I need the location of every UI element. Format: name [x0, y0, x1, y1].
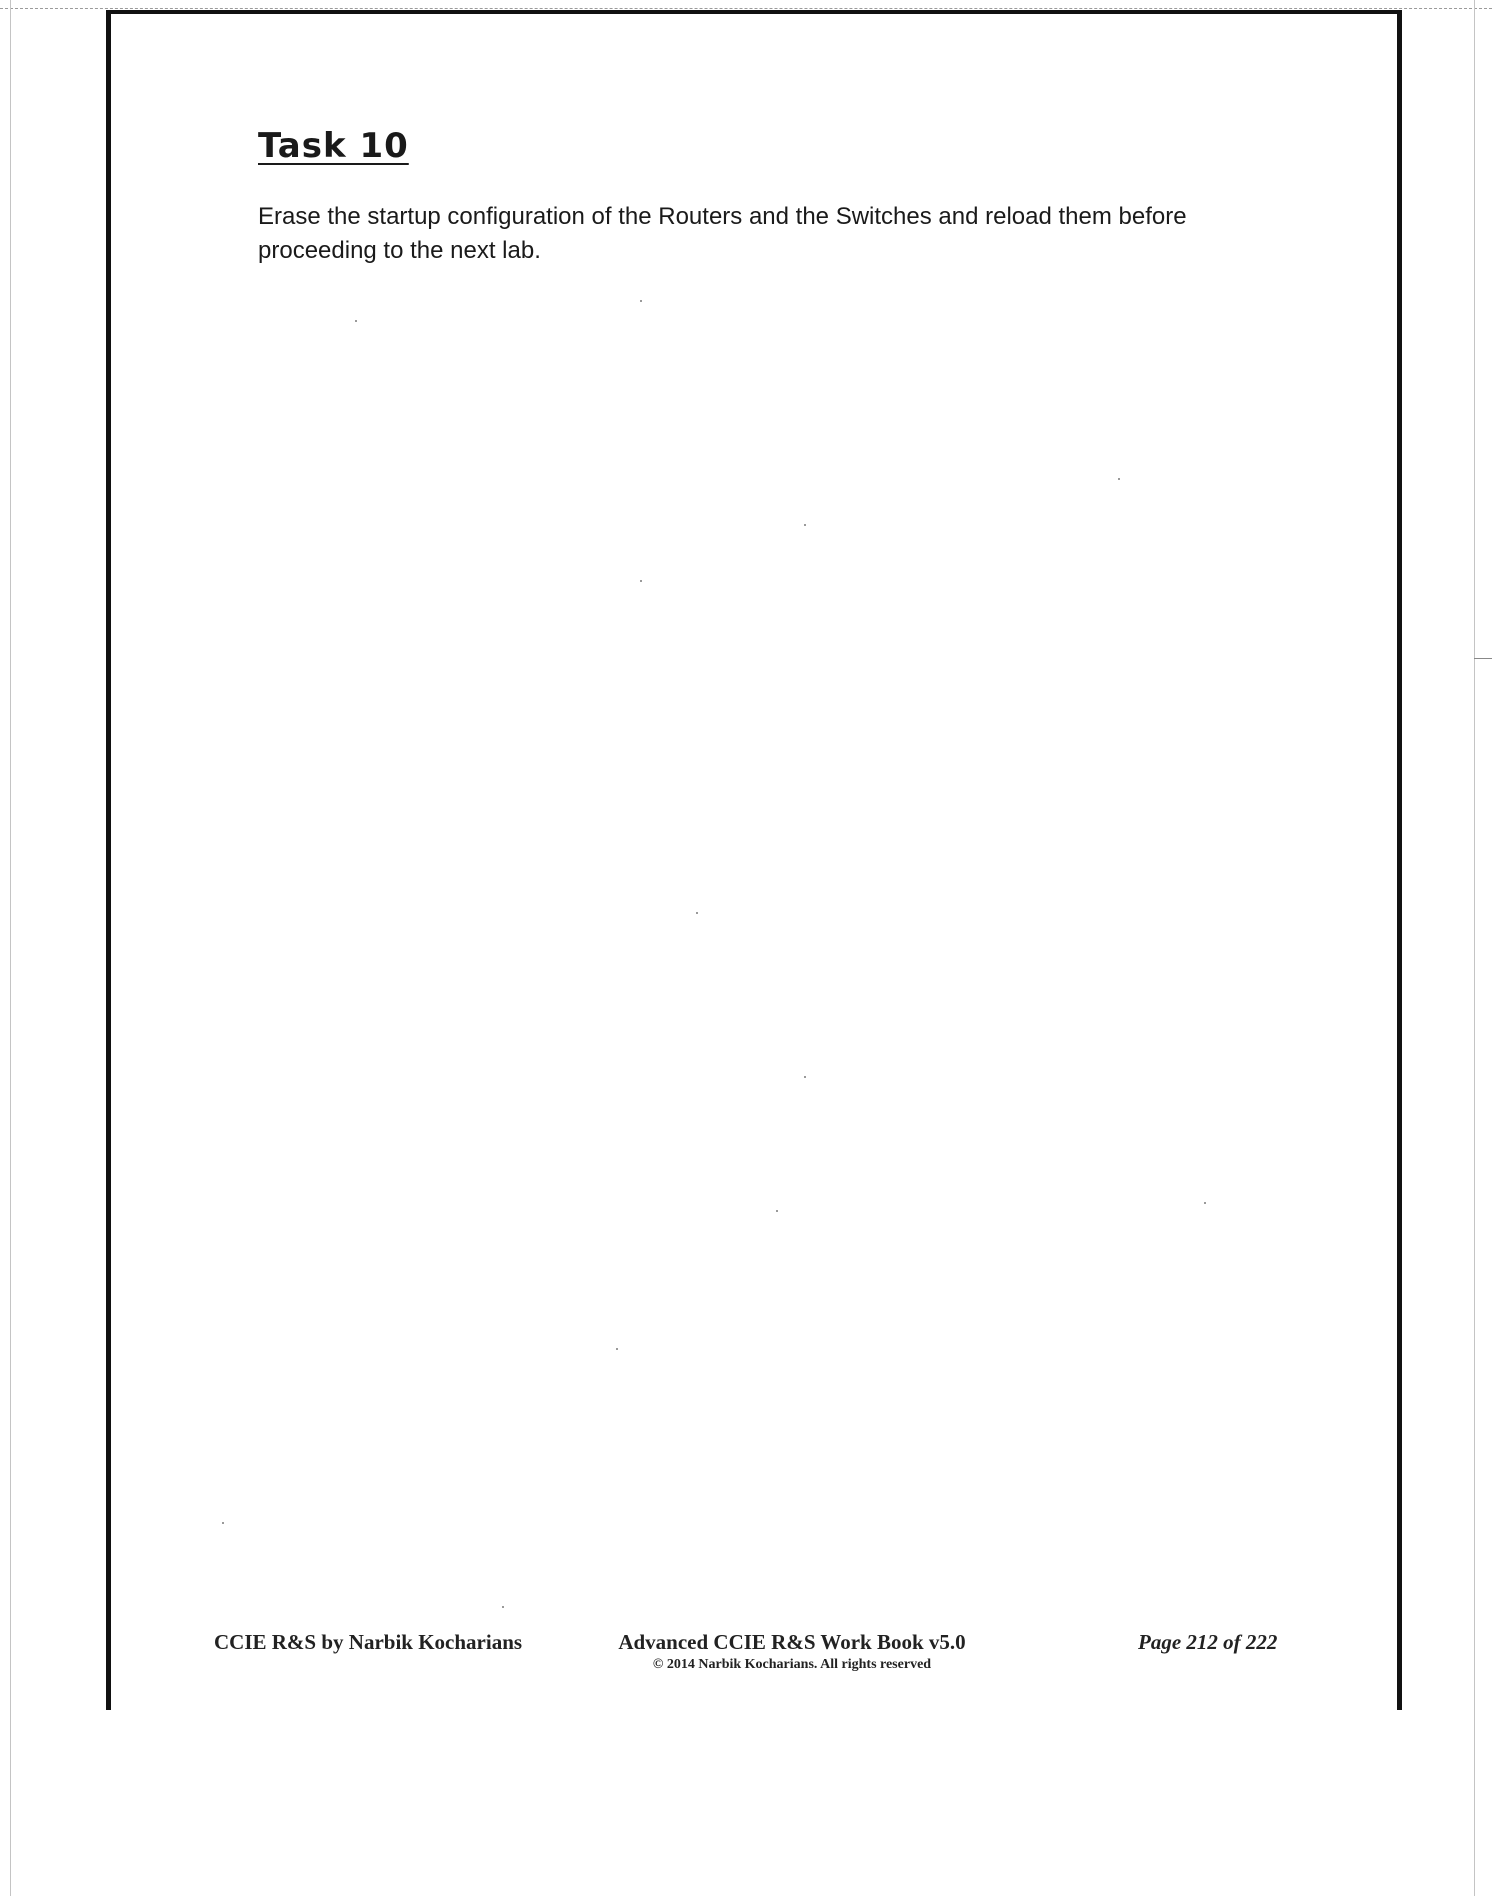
task-heading: Task 10 [258, 126, 409, 166]
scan-speck [640, 300, 642, 302]
scan-artifact-right [1474, 0, 1475, 1896]
task-instructions: Erase the startup configuration of the Routers and the Switches and reload them before proceeding to the next lab. [258, 203, 1187, 264]
scan-speck [1118, 478, 1120, 480]
scan-speck [1204, 1202, 1206, 1204]
page-footer [0, 1630, 1492, 1690]
footer-copyright: © 2014 Narbik Kocharians. All rights reserved [652, 1657, 932, 1672]
scan-speck [804, 1076, 806, 1078]
scan-artifact-left [10, 0, 11, 1896]
footer-page-number: Page 212 of 222 [1138, 1630, 1278, 1654]
scan-speck [696, 912, 698, 914]
scan-speck [222, 1522, 224, 1524]
footer-author: CCIE R&S by Narbik Kocharians [214, 1630, 523, 1654]
footer-book-info [582, 1630, 1002, 1673]
footer-book-title: Advanced CCIE R&S Work Book v5.0 [618, 1630, 966, 1654]
scan-artifact-top [0, 8, 1492, 9]
scan-speck [502, 1606, 504, 1608]
scan-artifact-tick [1474, 658, 1492, 659]
scan-speck [804, 524, 806, 526]
scan-speck [776, 1210, 778, 1212]
scan-speck [355, 320, 357, 322]
scan-speck [640, 580, 642, 582]
scan-speck [616, 1348, 618, 1350]
